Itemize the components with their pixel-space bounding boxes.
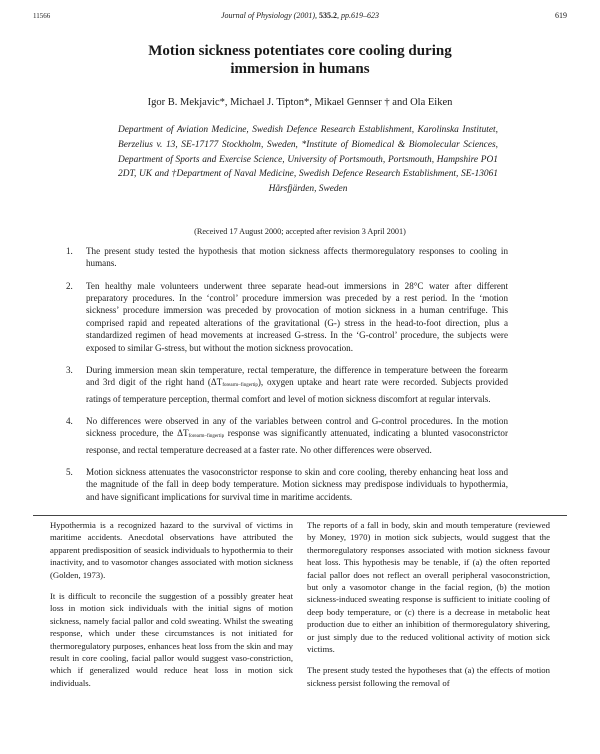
- body-paragraph: It is difficult to reconcile the suggestion of a possibly greater heat loss in motion sick individuals with the initial signs of motion sickness, namely facial pallor and cold sweating. Whilst the sweating response, which under these circumstances is not initiated for thermoregulatory purposes, enhances heat loss from the skin and may result in core cooling, facial pallor would suggest vaso-constriction, which if generalized would reduce heat loss in motion sick individuals.: [50, 591, 293, 688]
- abstract-point: [66, 245, 508, 270]
- title-line-1: Motion sickness potentiates core cooling during: [148, 43, 452, 59]
- point-text-part: ), oxygen uptake and heart rate were recorded. Subjects provided ratings of temperature perception, thermal comfort and level of motion sickness discomfort at regular intervals.: [86, 377, 508, 404]
- journal-name: Journal of Physiology (2001),: [221, 11, 317, 20]
- point-text: [86, 365, 508, 404]
- body-column-right: [307, 519, 550, 698]
- journal-volume: 535.2: [318, 11, 337, 20]
- running-header: [0, 11, 600, 20]
- affiliations: Department of Aviation Medicine, Swedish Defence Research Establishment, Karolinska Institutet, Berzelius v. 13, SE-17177 Stockholm, Sweden, *Institute of Biomedical & Biomolecular Sciences, Department of Sports and Exercise Science, University of Portsmouth, Portsmouth, Hampshire PO1 2DT, UK and †Department of Naval Medicine, Swedish Defence Research Establishment, SE-13061 Hårsfjärden, Sweden: [118, 125, 498, 195]
- abstract-point: [66, 466, 508, 503]
- point-text-part: response was significantly attenuated, indicating a blunted vasoconstrictor response, and rectal temperature decreased at a faster rate. No other differences were observed.: [86, 428, 508, 455]
- title-line-2: immersion in humans: [230, 61, 370, 77]
- point-number: 4.: [66, 415, 73, 426]
- abstract-point: [66, 364, 508, 405]
- body-paragraph: The present study tested the hypotheses that (a) the effects of motion sickness persist following the removal of: [307, 665, 550, 688]
- point-number: 5.: [66, 466, 73, 477]
- point-number: 2.: [66, 280, 73, 291]
- author-list: Igor B. Mekjavic*, Michael J. Tipton*, Mikael Gennser † and Ola Eiken: [147, 97, 453, 108]
- point-number: 3.: [66, 364, 73, 375]
- abstract-point: [66, 280, 508, 354]
- body-paragraph: Hypothermia is a recognized hazard to the survival of victims in maritime accidents. Anecdotal observations have attributed the apparent predisposition of seasick individuals to hypothermia to their inactivity, and to vasomotor changes associated with motion sickness (Golden, 1973).: [50, 520, 293, 580]
- section-divider: [33, 515, 567, 516]
- journal-pages: , pp.619–623: [336, 11, 379, 20]
- page-number: 619: [555, 11, 567, 20]
- received-dates: (Received 17 August 2000; accepted after revision 3 April 2001): [194, 227, 406, 236]
- delta-t-subscript: forearm–fingertip: [222, 383, 258, 389]
- delta-t-subscript: forearm–fingertip: [188, 434, 225, 440]
- point-text: Motion sickness attenuates the vasoconstrictor response to skin and core cooling, thereby enhancing heat loss and the magnitude of the fall in deep body temperature. Motion sickness may predispose individuals to hypothermia, and have significant implications for survival time in maritime accidents.: [86, 466, 508, 502]
- point-text: The present study tested the hypothesis that motion sickness affects thermoregulatory responses to cooling in humans.: [86, 246, 508, 269]
- point-text-part: During immersion mean skin temperature, rectal temperature, the difference in temperature between the forearm and 3rd digit of the right hand (ΔT: [86, 364, 508, 388]
- article-code: 11566: [33, 12, 51, 20]
- article-title: [60, 42, 540, 78]
- point-text: Ten healthy male volunteers underwent three separate head-out immersions in 28°C water after different preparatory procedures. In the ‘control’ procedure immersion was preceded by a rest period. In the ‘motion sickness’ procedure immersion was preceded by provocation of motion sickness in a human centrifuge. This comprised rapid and repeated alterations of the gravitational (G-) stress in the head-to-foot direction, plus a standardized regimen of head movements at increased G-stress. In the ‘G-control’ procedure, the subjects were exposed to similar G-stress, but without the motion sickness provocation.: [86, 280, 508, 353]
- point-number: 1.: [66, 246, 73, 256]
- abstract-points: [66, 245, 508, 513]
- body-column-left: [50, 519, 293, 698]
- body-paragraph: The reports of a fall in body, skin and mouth temperature (reviewed by Money, 1970) in motion sick subjects, would suggest that the thermoregulatory responses associated with motion sickness favour heat loss. This hypothesis may be tenable, if (a) the often reported facial pallor does not reflect an overall peripheral vasoconstriction, but only a vasomotor change in the facial region, (b) the motion sickness-induced sweating response is sufficient to initiate cooling of deep body temperature, or (c) there is a decrease in metabolic heat production due to either an inhibition of thermoregulatory shivering, or just simply due to the reduced volitional activity of motion sick victims.: [307, 520, 550, 655]
- abstract-point: [66, 415, 508, 456]
- point-text-part: No differences were observed in any of the variables between control and G-control procedures. In the motion sickness procedure, the ΔT: [86, 415, 508, 439]
- point-text: [86, 416, 508, 455]
